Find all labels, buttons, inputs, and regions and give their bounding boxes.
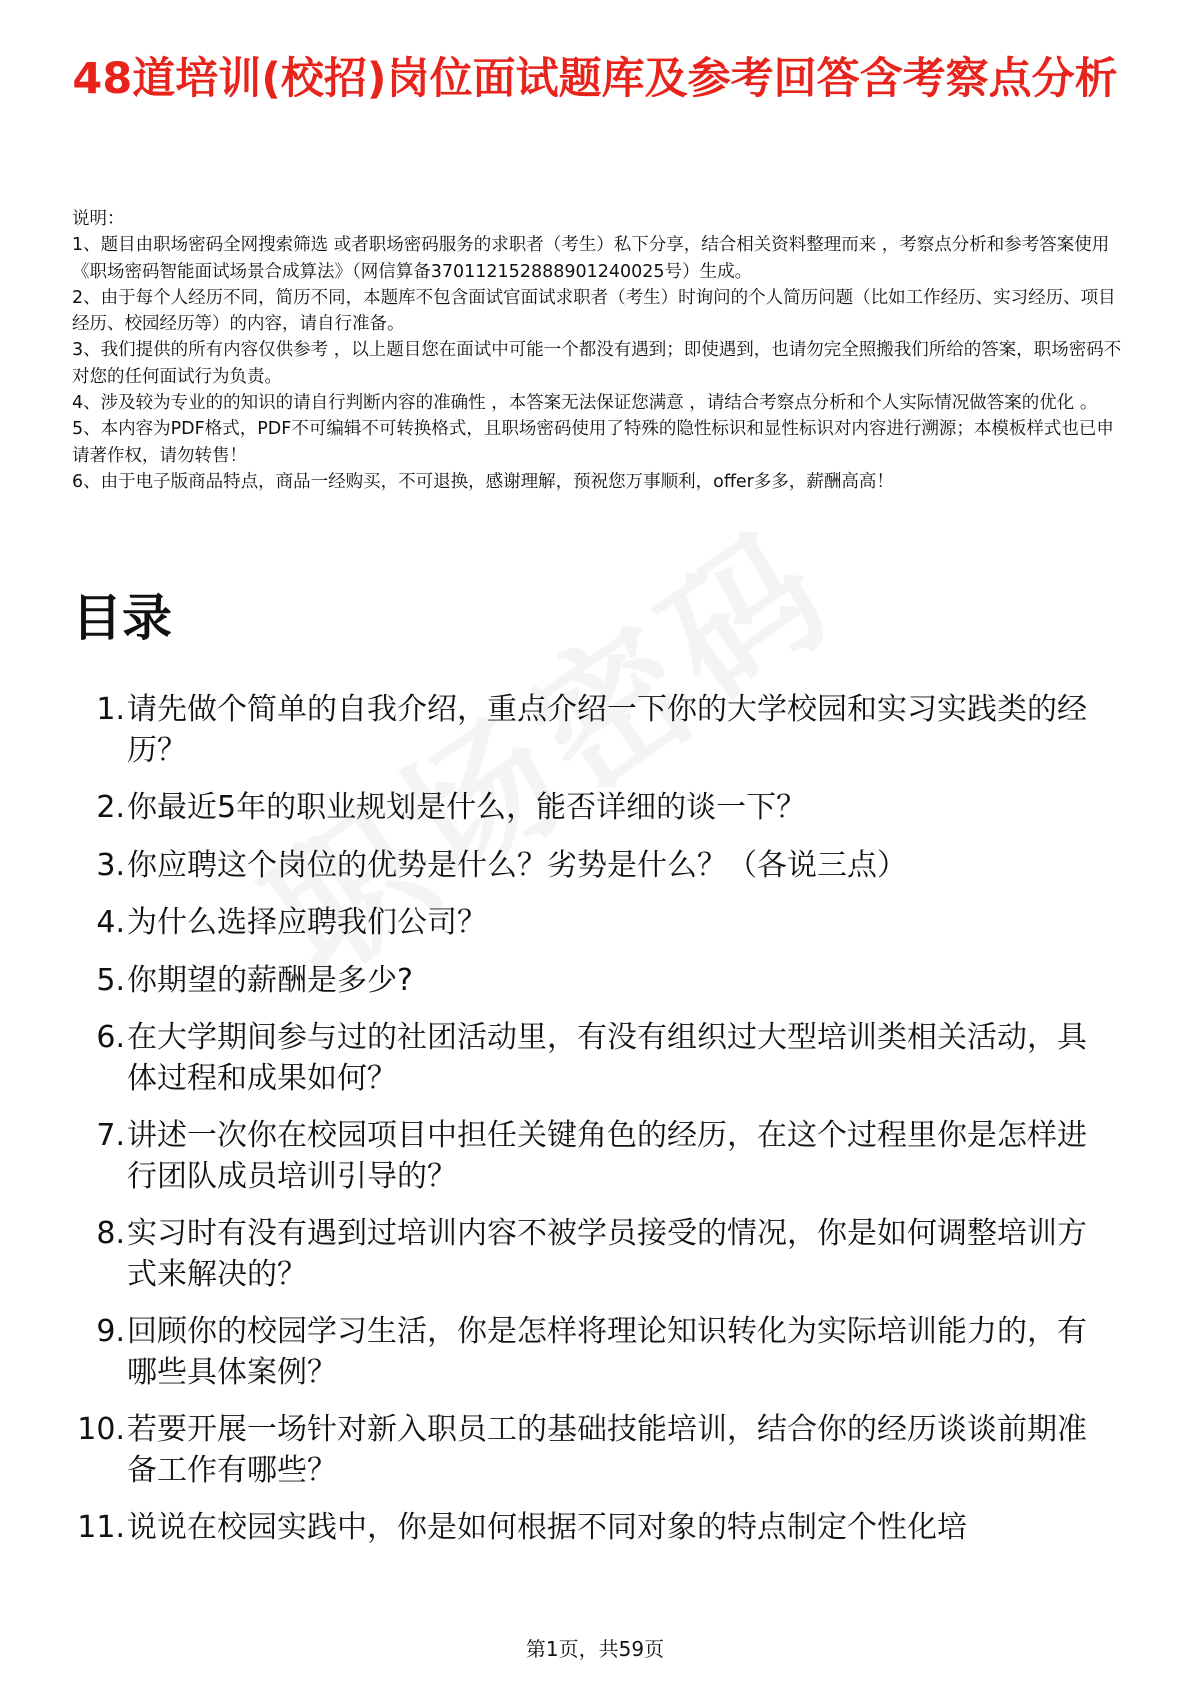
- page-footer: 第1页，共59页: [525, 1637, 665, 1661]
- toc-item[interactable]: [50, 1018, 1110, 1099]
- toc-item-number: 7.: [96, 1118, 125, 1153]
- toc-item-number: 10.: [77, 1412, 125, 1447]
- notes-line: 2、由于每个人经历不同，简历不同，本题库不包含面试官面试求职者（考生）时询问的个人简历问题（比如工作经历、实习经历、项目经历、校园经历等）的内容，请自行准备。: [72, 287, 1116, 335]
- notes-section: [72, 206, 1122, 495]
- toc-item[interactable]: [50, 690, 1110, 771]
- toc-item-number: 2.: [96, 790, 125, 825]
- toc-item-number: 8.: [96, 1216, 125, 1251]
- toc-item[interactable]: [50, 1410, 1110, 1491]
- toc-item-number: 6.: [96, 1020, 125, 1055]
- notes-line: 1、题目由职场密码全网搜索筛选 或者职场密码服务的求职者（考生）私下分享，结合相关资料整理而来 ，考察点分析和参考答案使用《职场密码智能面试场景合成算法》（网信算备370112152888901240025号）生成。: [72, 235, 1110, 282]
- toc-item[interactable]: [50, 1214, 1110, 1295]
- toc-item[interactable]: [50, 1312, 1110, 1393]
- toc-item-text: 你期望的薪酬是多少?: [127, 962, 413, 998]
- notes-line: 4、涉及较为专业的的知识的请自行判断内容的准确性 ，本答案无法保证您满意 ，请结合考察点分析和个人实际情况做答案的优化 。: [72, 393, 1098, 414]
- notes-line: 5、本内容为PDF格式，PDF不可编辑不可转换格式，且职场密码使用了特殊的隐性标识和显性标识对内容进行溯源；本模板样式也已申请著作权，请勿转售！: [72, 419, 1114, 466]
- toc-item-text: 实习时有没有遇到过培训内容不被学员接受的情况，你是如何调整培训方式来解决的？: [127, 1216, 1087, 1292]
- toc-item[interactable]: [50, 788, 1110, 829]
- toc-item[interactable]: [50, 846, 1110, 887]
- toc-list: [50, 690, 1110, 1549]
- toc-item-text: 若要开展一场针对新入职员工的基础技能培训，结合你的经历谈谈前期准备工作有哪些？: [127, 1412, 1087, 1488]
- notes-line: 6、由于电子版商品特点，商品一经购买，不可退换，感谢理解，预祝您万事顺利，offer多多，薪酬高高！: [72, 471, 894, 492]
- notes-line: 3、我们提供的所有内容仅供参考 ，以上题目您在面试中可能一个都没有遇到；即使遇到，也请勿完全照搬我们所给的答案，职场密码不对您的任何面试行为负责。: [72, 340, 1122, 387]
- toc-item-text: 讲述一次你在校园项目中担任关键角色的经历，在这个过程里你是怎样进行团队成员培训引导的？: [127, 1118, 1087, 1194]
- toc-item-number: 3.: [96, 847, 125, 883]
- toc-item-number: 4.: [96, 905, 125, 940]
- toc-item[interactable]: [50, 1508, 1110, 1549]
- toc-item-number: 9.: [96, 1314, 125, 1349]
- toc-item[interactable]: [50, 903, 1110, 944]
- toc-item-number: 1.: [96, 692, 125, 727]
- toc-item-text: 为什么选择应聘我们公司？: [127, 905, 487, 940]
- toc-item-text: 你最近5年的职业规划是什么，能否详细的谈一下？: [127, 790, 807, 825]
- toc-item-number: 11.: [77, 1510, 125, 1545]
- toc-heading: 目录: [72, 589, 172, 647]
- toc-item-text: 回顾你的校园学习生活，你是怎样将理论知识转化为实际培训能力的，有哪些具体案例？: [127, 1314, 1087, 1390]
- toc-item[interactable]: [50, 961, 1110, 1002]
- toc-item-number: 5.: [96, 962, 125, 998]
- page-title: 48道培训(校招)岗位面试题库及参考回答含考察点分析: [72, 54, 1118, 104]
- notes-line: 说明：: [72, 209, 125, 229]
- toc-item-text: 在大学期间参与过的社团活动里，有没有组织过大型培训类相关活动，具体过程和成果如何？: [127, 1020, 1087, 1096]
- toc-item-text: 你应聘这个岗位的优势是什么？劣势是什么？（各说三点）: [127, 847, 907, 883]
- toc-item-text: 请先做个简单的自我介绍，重点介绍一下你的大学校园和实习实践类的经历？: [127, 692, 1087, 768]
- toc-item[interactable]: [50, 1116, 1110, 1197]
- toc-item-text: 说说在校园实践中，你是如何根据不同对象的特点制定个性化培: [127, 1510, 967, 1545]
